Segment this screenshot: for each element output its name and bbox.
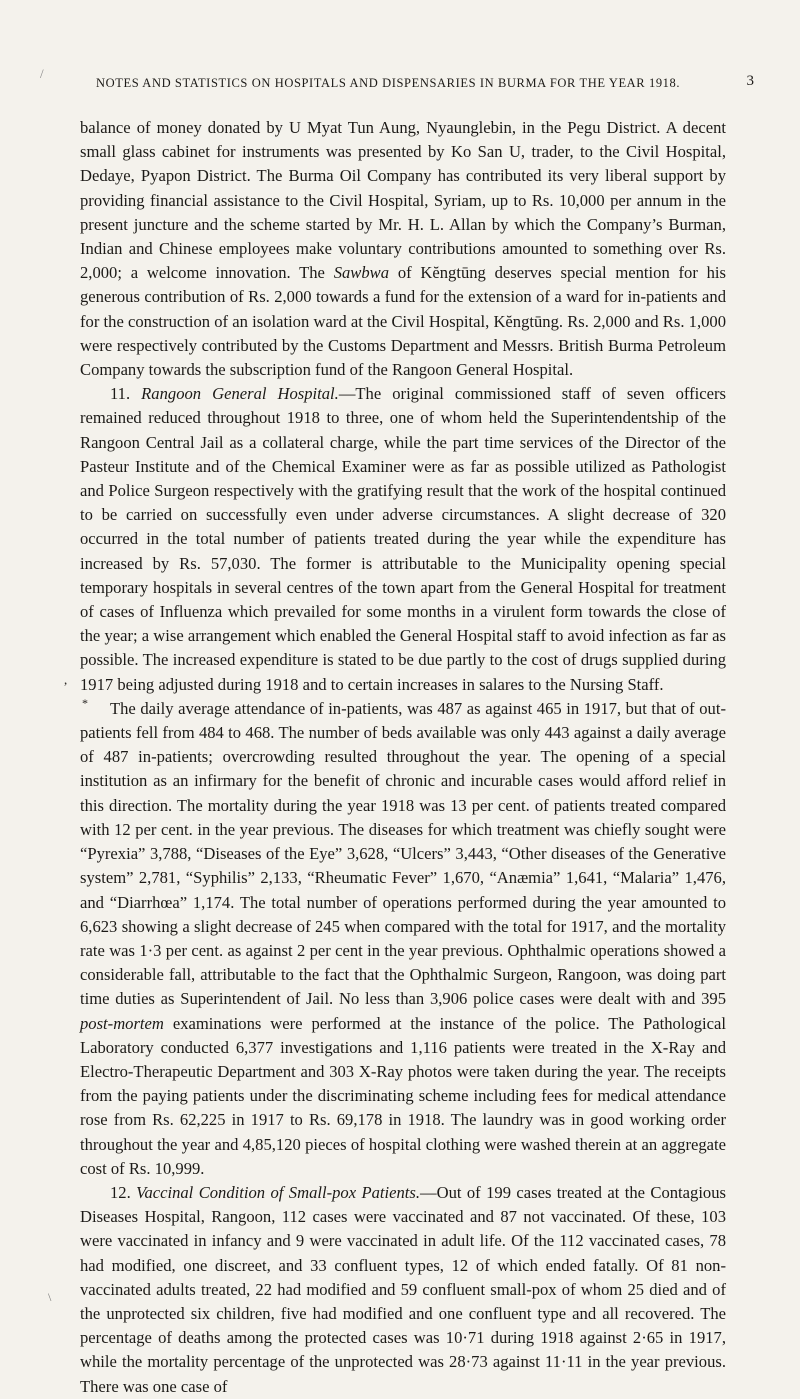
sawbwa-term: Sawbwa [333, 263, 390, 283]
header-title: NOTES AND STATISTICS ON HOSPITALS AND DISPENSARIES IN BURMA FOR THE YEAR 1918. [96, 76, 681, 90]
margin-dot-icon: , [64, 672, 68, 687]
section-heading: Rangoon General Hospital. [141, 384, 339, 404]
paragraph-vaccinal-condition: 12. Vaccinal Condition of Small-pox Patients.—Out of 199 cases treated at the Contagious Diseases Hospital, Rangoon, 112 cases were vaccinated and 87 not vaccinated. Of these, 103 were vaccinated in infancy and 9 were vaccinated in adult life. Of the 112 vaccinated cases, 78 had modified, one discreet, and 33 confluent types, 12 of which ended fatally. Of 81 non-vaccinated adults treated, 22 had modified and 59 confluent small-pox of whom 25 died and of the unprotected six children, five had modified and one confluent type and all recovered. The percentage of deaths among the protected cases was 10·71 during 1918 against 2·65 in 1917, while the mortality percentage of the unprotected was 28·73 against 11·11 in the year previous. There was one case of [80, 1182, 726, 1396]
body-text [80, 116, 726, 1399]
section-number: 12. [110, 1182, 131, 1202]
paragraph-rangoon-general-hospital: 11. Rangoon General Hospital.—The original commissioned staff of seven officers remained reduced throughout 1918 to three, one of whom held the Superintendentship of the Rangoon Central Jail as a collateral charge, while the part time services of the Director of the Pasteur Institute and of the Chemical Examiner were as far as possible utilized as Pathologist and Police Surgeon respectively with the gratifying result that the work of the hospital continued to be carried on successfully even under adverse circumstances. A slight decrease of 320 occurred in the total number of patients treated during the year while the expenditure has increased by Rs. 57,030. The former is attributable to the Municipality opening special temporary hospitals in several centres of the town apart from the General Hospital for treatment of cases of Influenza which prevailed for some months in a virulent form towards the close of the year; a wise arrangement which enabled the General Hospital staff to avoid infection as far as possible. The increased expenditure is stated to be due partly to the cost of drugs supplied during 1917 being adjusted during 1918 and to certain increases in salares to the Nursing Staff. [80, 384, 726, 694]
running-header [96, 73, 754, 91]
corner-mark-icon: \ [48, 1290, 52, 1304]
paragraph-continuation: balance of money donated by U Myat Tun Aung, Nyaunglebin, in the Pegu District. A decent small glass cabinet for instruments was presented by Ko San U, trader, to the Civil Hospital, Dedaye, Pyapon District. The Burma Oil Company has contributed its very liberal support by providing financial assistance to the Civil Hospital, Syriam, up to Rs. 10,000 per annum in the present juncture and the scheme started by Mr. H. L. Allan by which the Company’s Burman, Indian and Chinese employees make voluntary contributions amounted to something over Rs. 2,000; a welcome innovation. The Sawbwa of Kĕngtūng deserves special mention for his generous contribution of Rs. 2,000 towards a fund for the extension of a ward for in-patients and for the construction of an isolation ward at the Civil Hospital, Kĕngtūng. Rs. 2,000 and Rs. 1,000 were respectively contributed by the Customs Department and Messrs. British Burma Petroleum Company towards the subscription fund of the Rangoon General Hospital. [80, 118, 726, 380]
margin-mark-icon: / [40, 66, 44, 81]
section-heading: Vaccinal Condition of Small-pox Patients. [136, 1182, 420, 1202]
paragraph-attendance: The daily average attendance of in-patients, was 487 as against 465 in 1917, but that of out-patients fell from 484 to 468. The number of beds available was only 443 against a daily average of 487 in-patients; overcrowding resulted throughout the year. The opening of a special institution as an infirmary for the benefit of chronic and incurable cases would afford relief in this direction. The mortality during the year 1918 was 13 per cent. of patients treated compared with 12 per cent. in the year previous. The diseases for which treatment was chiefly sought were “Pyrexia” 3,788, “Diseases of the Eye” 3,628, “Ulcers” 3,443, “Other diseases of the Generative system” 2,781, “Syphilis” 2,133, “Rheumatic Fever” 1,670, “Anæmia” 1,641, “Malaria” 1,476, and “Diarrhœa” 1,174. The total number of operations performed during the year amounted to 6,623 showing a slight decrease of 245 when compared with the total for 1917, and the mortality rate was 1·3 per cent. as against 2 per cent in the year previous. Ophthalmic operations showed a considerable fall, attributable to the fact that the Ophthalmic Surgeon, Rangoon, was doing part time duties as Superintendent of Jail. No less than 3,906 police cases were dealt with and 395 post-mortem examinations were performed at the instance of the police. The Pathological Laboratory conducted 6,377 investigations and 1,116 patients were treated in the X-Ray and Electro-Therapeutic Department and 303 X-Ray photos were taken during the year. The receipts from the paying patients under the discriminating scheme including fees for medical attendance rose from Rs. 62,225 in 1917 to Rs. 69,178 in 1918. The laundry was in good working order throughout the year and 4,85,120 pieces of hospital clothing were washed therein at an aggregate cost of Rs. 10,999. [80, 698, 726, 1178]
section-number: 11. [110, 384, 131, 404]
page-number: 3 [746, 73, 754, 89]
post-mortem-term: post-mortem [80, 1013, 164, 1033]
margin-star-icon: * [82, 696, 88, 710]
